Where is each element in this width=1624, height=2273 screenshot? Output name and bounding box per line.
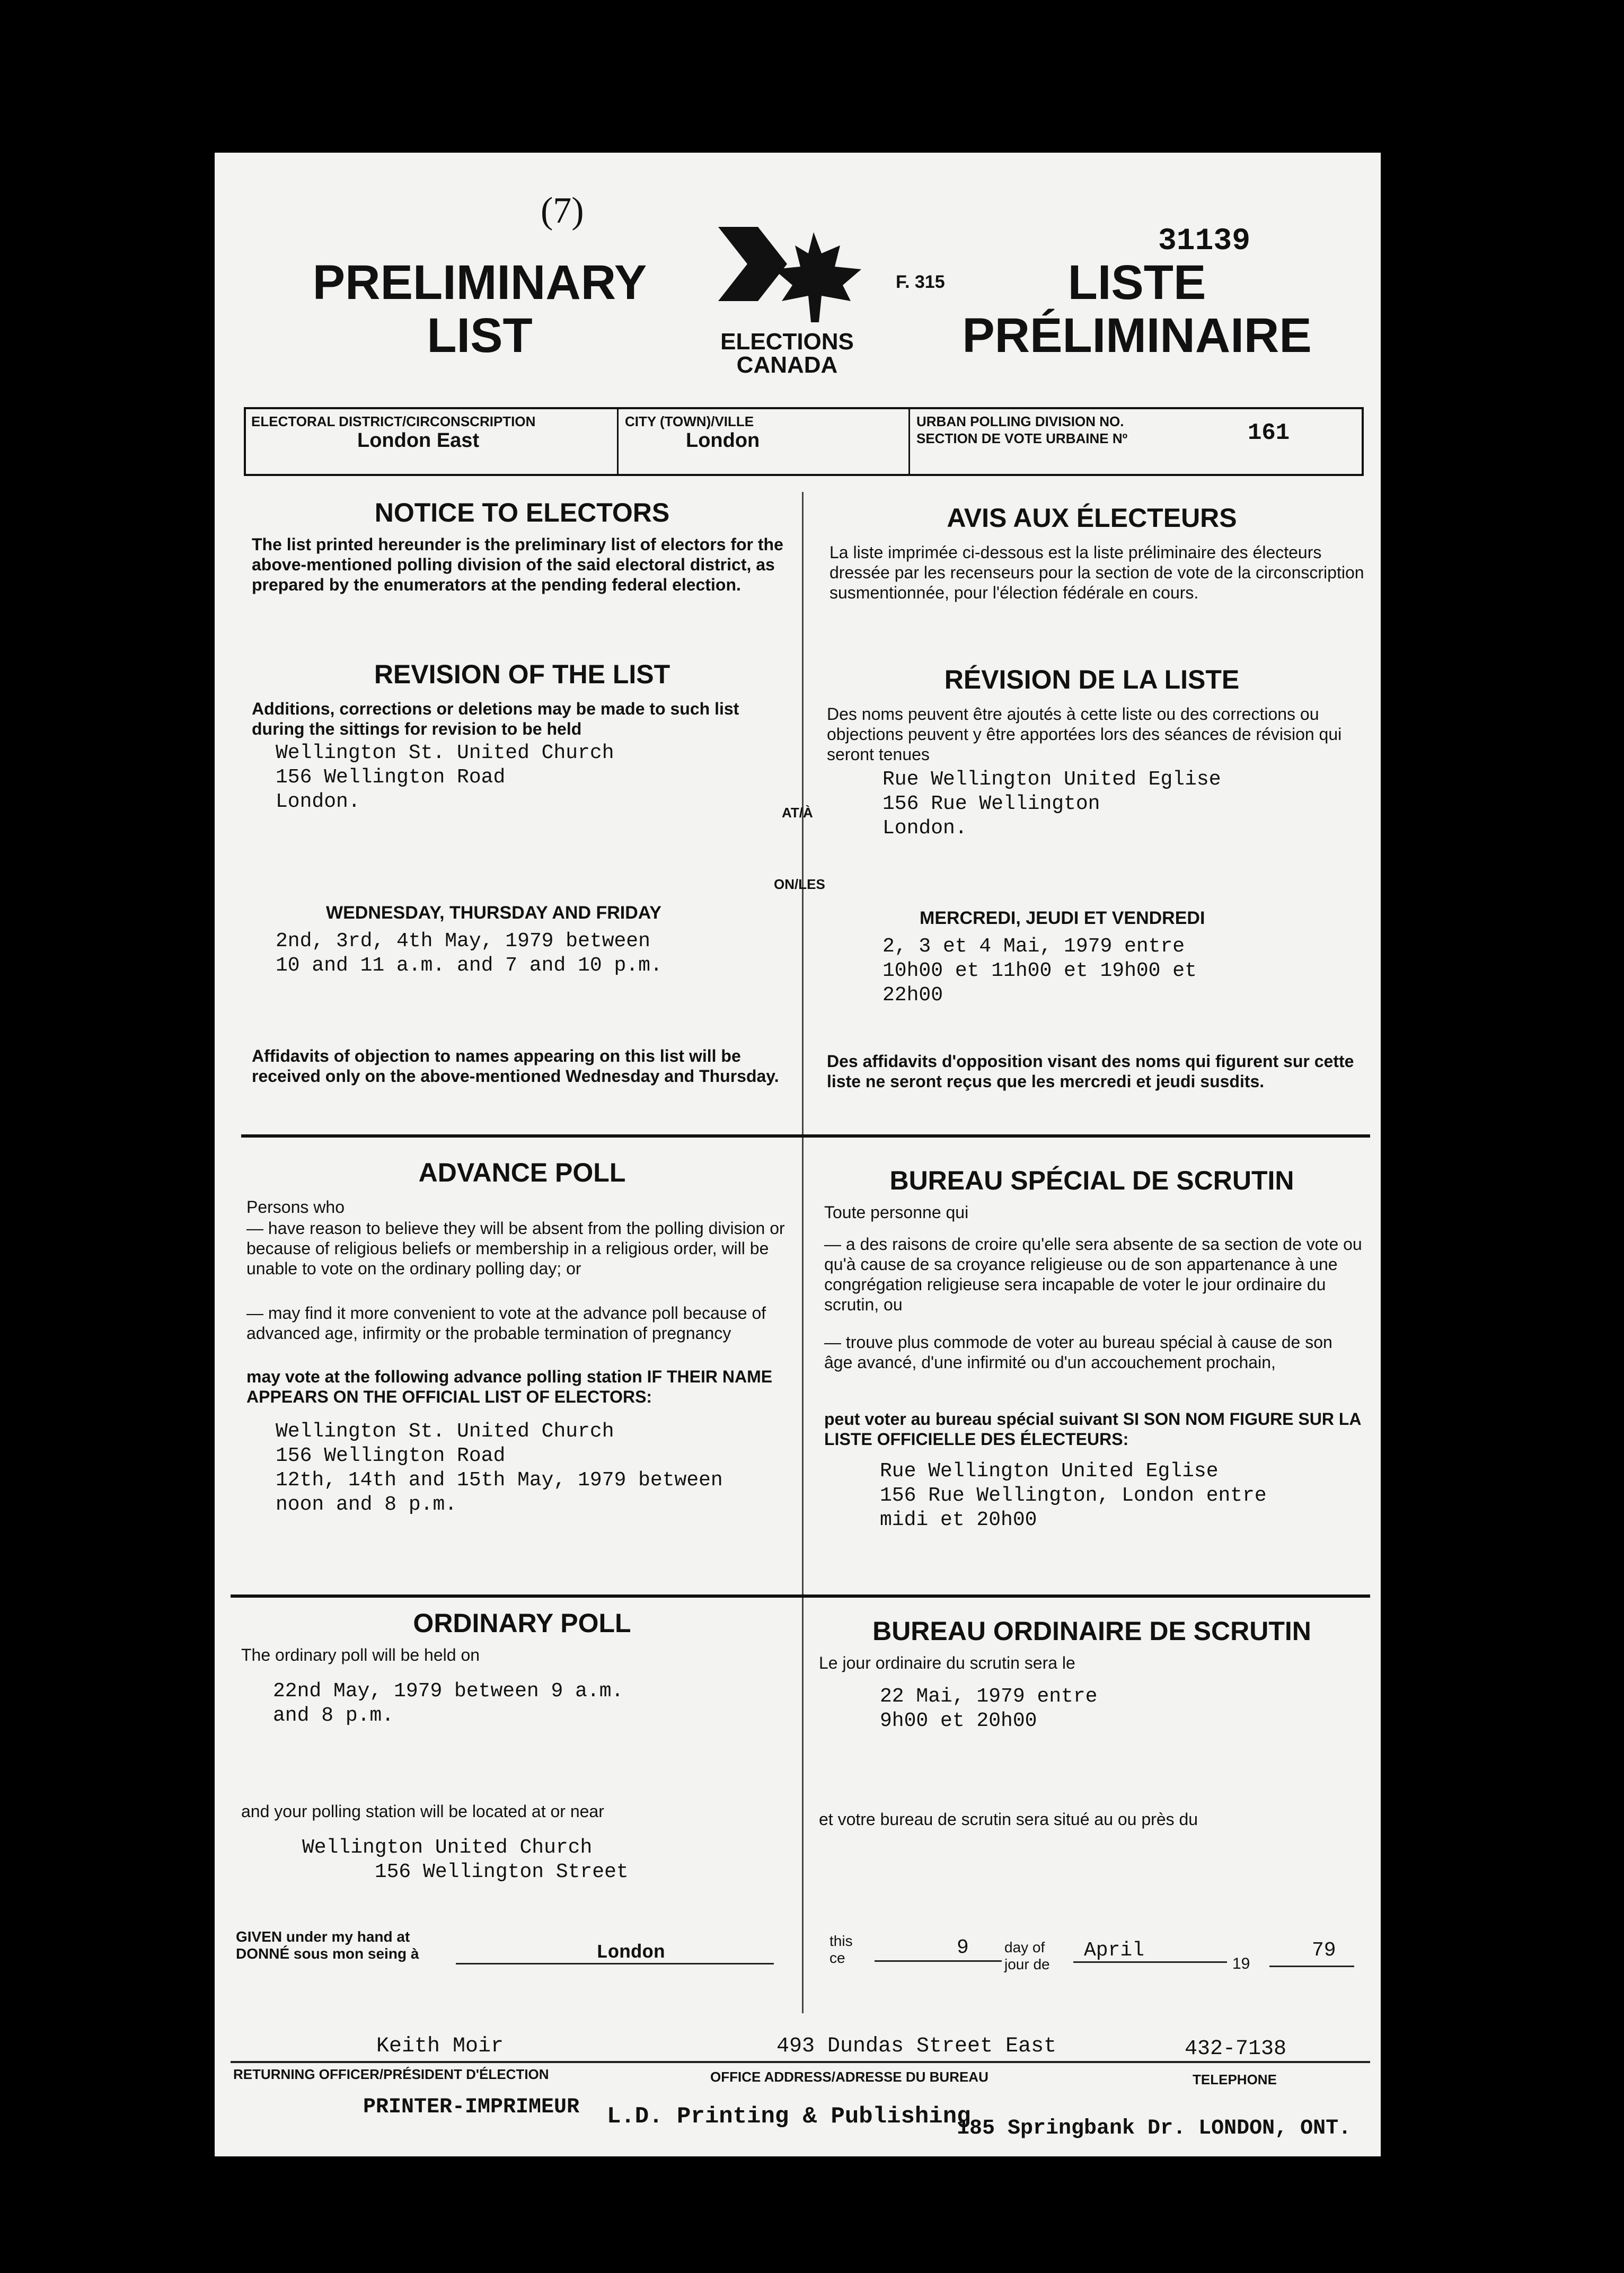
year-value: 79	[1312, 1939, 1336, 1962]
year-prefix: 19	[1232, 1955, 1250, 1972]
ordinary-intro-en: The ordinary poll will be held on	[241, 1645, 480, 1664]
revision-affidavit-en: Affidavits of objection to names appearing on this list will be received only on the above-mentioned Wednesday and Thursday.	[252, 1046, 779, 1086]
day-value: 9	[957, 1936, 969, 1959]
advance-item1-fr: — a des raisons de croire qu'elle sera absente de sa section de vote ou qu'à cause de sa croyance religieuse ou de son appartenance à une congrégation religieuse sera incapable de voter le jour ordinaire du scrutin, ou	[824, 1235, 1362, 1314]
polling-station-place: Wellington United Church 156 Wellington Street	[302, 1836, 629, 1883]
notice-title-en: NOTICE TO ELECTORS	[374, 498, 670, 527]
officer-name: Keith Moir	[376, 2034, 504, 2058]
advance-intro-en: Persons who	[246, 1197, 345, 1217]
revision-place-en: Wellington St. United Church 156 Wellington Road London.	[276, 742, 614, 813]
ordinary-poll-title-en: ORDINARY POLL	[413, 1608, 631, 1638]
maple-leaf-x-icon	[708, 222, 888, 328]
revision-title-fr: RÉVISION DE LA LISTE	[944, 665, 1240, 694]
officer-label: RETURNING OFFICER/PRÉSIDENT D'ÉLECTION	[233, 2066, 549, 2082]
notice-body-en: The list printed hereunder is the preliminary list of electors for the above-mentioned polling division of the said electoral district, as prepared by the enumerators at the pending federal election.	[252, 535, 783, 594]
ordinary-intro-fr: Le jour ordinaire du scrutin sera le	[819, 1653, 1075, 1672]
district-info-box	[244, 407, 1364, 476]
ordinary-date-en: 22nd May, 1979 between 9 a.m. and 8 p.m.	[273, 1680, 624, 1727]
office-label: OFFICE ADDRESS/ADRESSE DU BUREAU	[710, 2069, 988, 2085]
revision-days-en: WEDNESDAY, THURSDAY AND FRIDAY	[326, 903, 661, 923]
revision-dates-fr: 2, 3 et 4 Mai, 1979 entre 10h00 et 11h00 et 19h00 et 22h00	[882, 935, 1197, 1007]
at-label: AT/À	[782, 805, 813, 821]
office-address: 493 Dundas Street East	[776, 2034, 1057, 2058]
polling-station-en: and your polling station will be located at or near	[241, 1802, 604, 1821]
revision-dates-en: 2nd, 3rd, 4th May, 1979 between 10 and 11 a.m. and 7 and 10 p.m.	[276, 930, 663, 977]
serial-number: 31139	[1158, 224, 1251, 259]
advance-poll-title-fr: BUREAU SPÉCIAL DE SCRUTIN	[889, 1166, 1294, 1195]
handwritten-number: (7)	[541, 190, 584, 231]
advance-outro-fr: peut voter au bureau spécial suivant SI SON NOM FIGURE SUR LA LISTE OFFICIELLE DES ÉLECTEURS:	[824, 1409, 1361, 1449]
printer-name: L.D. Printing & Publishing	[607, 2103, 971, 2130]
revision-place-fr: Rue Wellington United Eglise 156 Rue Wellington London.	[882, 768, 1221, 840]
polling-station-fr: et votre bureau de scrutin sera situé au ou près du	[819, 1810, 1198, 1829]
revision-days-fr: MERCREDI, JEUDI ET VENDREDI	[920, 908, 1205, 928]
column-divider	[802, 492, 804, 2013]
day-of-label: day of jour de	[1004, 1939, 1050, 1972]
revision-affidavit-fr: Des affidavits d'opposition visant des noms qui figurent sur cette liste ne seront reçus que les mercredi et jeudi susdits.	[827, 1052, 1354, 1091]
day-underline	[875, 1960, 1002, 1962]
division-label-fr: SECTION DE VOTE URBAINE Nº	[916, 430, 1128, 446]
advance-place-fr: Rue Wellington United Eglise 156 Rue Wellington, London entre midi et 20h00	[880, 1460, 1267, 1531]
telephone-label: TELEPHONE	[1193, 2072, 1277, 2087]
form-code: F. 315	[896, 272, 945, 292]
this-label: this ce	[829, 1933, 853, 1966]
logo-text-elections: ELECTIONS	[720, 329, 854, 355]
printer-address: 185 Springbank Dr. LONDON, ONT.	[957, 2117, 1352, 2140]
advance-poll-title-en: ADVANCE POLL	[418, 1158, 626, 1187]
year-underline	[1269, 1966, 1354, 1967]
elections-canada-logo	[708, 222, 888, 378]
advance-place-en: Wellington St. United Church 156 Wellington Road 12th, 14th and 15th May, 1979 between noon and 8 p.m.	[276, 1420, 723, 1516]
ordinary-poll-title-fr: BUREAU ORDINAIRE DE SCRUTIN	[872, 1616, 1311, 1646]
section-divider-1	[241, 1134, 1370, 1138]
advance-item2-fr: — trouve plus commode de voter au bureau spécial à cause de son âge avancé, d'une infirmité ou d'un accouchement prochain,	[824, 1333, 1332, 1372]
revision-title-en: REVISION OF THE LIST	[374, 659, 670, 689]
advance-intro-fr: Toute personne qui	[824, 1203, 969, 1222]
on-label: ON/LES	[774, 876, 825, 892]
city-label: CITY (TOWN)/VILLE	[625, 413, 754, 429]
notice-title-fr: AVIS AUX ÉLECTEURS	[947, 503, 1237, 533]
document-page	[215, 153, 1381, 2156]
telephone-value: 432-7138	[1185, 2037, 1287, 2061]
district-value: London East	[357, 429, 480, 452]
advance-item2-en: — may find it more convenient to vote at the advance poll because of advanced age, infirmity or the probable termination of pregnancy	[246, 1303, 766, 1343]
logo-text-canada: CANADA	[736, 352, 838, 378]
division-label-en: URBAN POLLING DIVISION NO.	[916, 413, 1124, 429]
city-value: London	[686, 429, 760, 452]
given-label: GIVEN under my hand at DONNÉ sous mon seing à	[236, 1928, 419, 1962]
printer-label: PRINTER-IMPRIMEUR	[363, 2095, 580, 2119]
notice-body-fr: La liste imprimée ci-dessous est la liste préliminaire des électeurs dressée par les recenseurs pour la section de vote de la circonscription susmentionnée, pour l'élection fédérale en cours.	[829, 543, 1364, 602]
district-label: ELECTORAL DISTRICT/CIRCONSCRIPTION	[251, 413, 536, 429]
revision-body-en: Additions, corrections or deletions may be made to such list during the sittings for revision to be held	[252, 699, 739, 738]
ordinary-date-fr: 22 Mai, 1979 entre 9h00 et 20h00	[880, 1685, 1098, 1732]
title-english: PRELIMINARY LIST	[312, 256, 647, 363]
signature-underline	[231, 2061, 1370, 2063]
advance-outro-en: may vote at the following advance polling station IF THEIR NAME APPEARS ON THE OFFICIAL LIST OF ELECTORS:	[246, 1367, 773, 1406]
month-value: April	[1084, 1939, 1145, 1962]
section-divider-2	[231, 1594, 1370, 1598]
advance-item1-en: — have reason to believe they will be absent from the polling division or because of religious beliefs or membership in a religious order, will be unable to vote on the ordinary polling day; or	[246, 1219, 785, 1278]
division-value: 161	[1248, 420, 1290, 446]
given-place-value: London	[596, 1942, 665, 1963]
title-french: LISTE PRÉLIMINAIRE	[962, 256, 1312, 363]
revision-body-fr: Des noms peuvent être ajoutés à cette liste ou des corrections ou objections peuvent y être apportées lors des séances de révision qui seront tenues	[827, 704, 1342, 764]
